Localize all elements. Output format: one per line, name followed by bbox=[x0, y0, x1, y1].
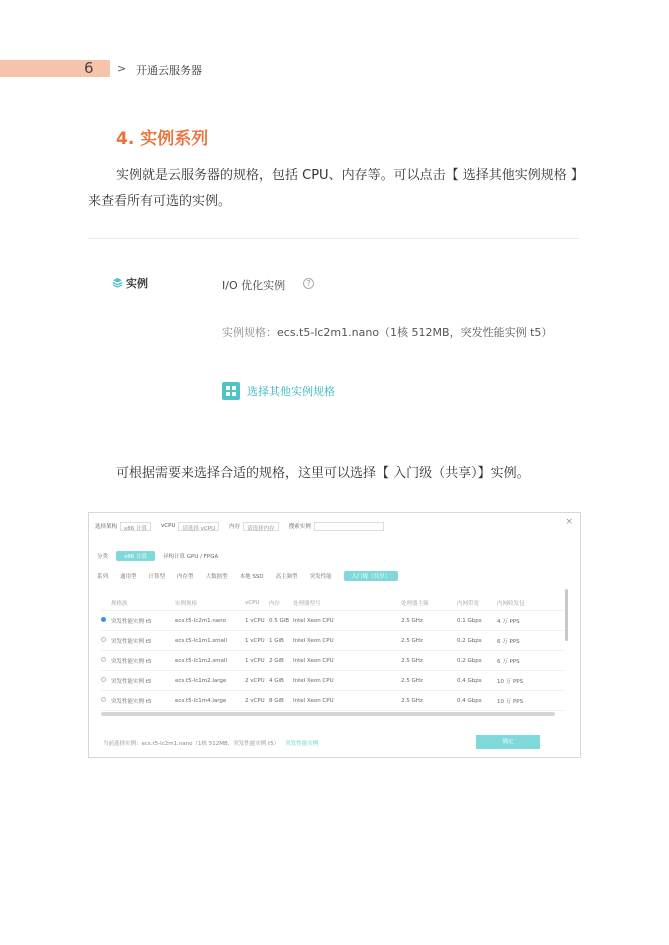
instance-spec-line bbox=[222, 324, 552, 340]
vcpu-filter-label: vCPU bbox=[161, 523, 176, 529]
table-cell: 2.5 GHz bbox=[401, 617, 423, 624]
chevron-right-icon: > bbox=[117, 62, 127, 75]
category-row bbox=[97, 551, 226, 561]
table-cell: ecs.t5-lc1m4.large bbox=[175, 697, 227, 704]
table-cell: 4 万 PPS bbox=[497, 618, 520, 625]
table-cell: Intel Xeon CPU bbox=[293, 637, 334, 644]
family-tab[interactable]: 本地 SSD bbox=[239, 574, 264, 580]
divider bbox=[88, 238, 580, 239]
table-cell: 0.1 Gbps bbox=[457, 617, 482, 624]
table-cell: 突发性能实例 t5 bbox=[111, 678, 152, 685]
category-label: 分类 bbox=[97, 554, 109, 560]
table-cell: 0.2 Gbps bbox=[457, 637, 482, 644]
instance-spec-dialog bbox=[88, 512, 581, 758]
table-cell: Intel Xeon CPU bbox=[293, 617, 334, 624]
category-tab-heterogeneous[interactable]: 异构计算 GPU / FPGA bbox=[163, 554, 219, 560]
mem-filter-label: 内存 bbox=[229, 524, 241, 530]
family-label: 系列 bbox=[97, 574, 109, 580]
table-cell: 1 vCPU bbox=[245, 637, 265, 644]
column-header: 内存 bbox=[269, 600, 281, 607]
column-header: 内网带宽 bbox=[457, 600, 480, 607]
category-tab-x86[interactable]: x86 计算 bbox=[116, 551, 155, 561]
table-cell: 2 vCPU bbox=[245, 697, 265, 704]
table-cell: 2 vCPU bbox=[245, 677, 265, 684]
table-cell: 1 vCPU bbox=[245, 657, 265, 664]
table-cell: 0.5 GiB bbox=[269, 617, 290, 624]
dialog-filter-bar bbox=[95, 519, 574, 533]
family-tab[interactable]: 高主频型 bbox=[275, 574, 298, 580]
table-row[interactable] bbox=[101, 611, 565, 631]
table-header-row bbox=[101, 595, 565, 611]
table-cell: Intel Xeon CPU bbox=[293, 677, 334, 684]
radio[interactable] bbox=[101, 677, 106, 682]
table-cell: 10 万 PPS bbox=[497, 698, 524, 705]
radio[interactable] bbox=[101, 637, 106, 642]
family-tab[interactable]: 内存型 bbox=[177, 574, 194, 580]
family-row bbox=[97, 571, 410, 581]
body-paragraph-1: 实例就是云服务器的规格，包括 CPU、内存等。可以点击【 选择其他实例规格 】来查看所有可选的实例。 bbox=[88, 168, 584, 209]
arch-filter-label: 选择架构 bbox=[95, 524, 118, 530]
table-cell: 6 万 PPS bbox=[497, 638, 520, 645]
table-row[interactable] bbox=[101, 691, 565, 711]
table-cell: 0.4 Gbps bbox=[457, 697, 482, 704]
table-cell: 2.5 GHz bbox=[401, 657, 423, 664]
select-other-spec-button[interactable] bbox=[222, 381, 335, 401]
column-header: 处理器型号 bbox=[293, 600, 321, 607]
table-row[interactable] bbox=[101, 651, 565, 671]
table-cell: 6 万 PPS bbox=[497, 658, 520, 665]
confirm-button[interactable]: 确定 bbox=[476, 735, 540, 749]
mem-filter-select[interactable]: 请选择内存 bbox=[243, 522, 279, 531]
table-cell: 1 GiB bbox=[269, 637, 284, 644]
column-header: 内网收发包 bbox=[497, 600, 525, 607]
table-cell: 8 GiB bbox=[269, 697, 284, 704]
spec-key: 实例规格： bbox=[222, 326, 277, 339]
table-cell: Intel Xeon CPU bbox=[293, 697, 334, 704]
family-tab[interactable]: 突发性能 bbox=[309, 574, 332, 580]
radio[interactable] bbox=[101, 697, 106, 702]
table-cell: ecs.t5-lc1m1.small bbox=[175, 637, 227, 644]
chapter-title: 开通云服务器 bbox=[136, 64, 202, 77]
table-row[interactable] bbox=[101, 631, 565, 651]
table-cell: 突发性能实例 t5 bbox=[111, 698, 152, 705]
column-header: vCPU bbox=[245, 599, 260, 606]
table-cell: 2 GiB bbox=[269, 657, 284, 664]
table-cell: 4 GiB bbox=[269, 677, 284, 684]
column-header: 规格族 bbox=[111, 600, 128, 607]
current-selection-text: 当前选择实例：ecs.t5-lc2m1.nano（1核 512MB，突发性能实例 t5） bbox=[103, 741, 280, 747]
vertical-scrollbar[interactable] bbox=[565, 589, 568, 641]
table-cell: ecs.t5-lc1m2.large bbox=[175, 677, 227, 684]
radio[interactable] bbox=[101, 657, 106, 662]
layers-icon bbox=[112, 277, 123, 288]
family-tab[interactable]: 大数据型 bbox=[205, 574, 228, 580]
table-cell: 10 万 PPS bbox=[497, 678, 524, 685]
table-cell: 0.4 Gbps bbox=[457, 677, 482, 684]
table-cell: 突发性能实例 t5 bbox=[111, 638, 152, 645]
select-other-spec-label: 选择其他实例规格 bbox=[247, 385, 335, 398]
arch-filter-select[interactable]: x86 计算 bbox=[120, 522, 151, 531]
vcpu-filter-select[interactable]: 请选择 vCPU bbox=[178, 522, 219, 531]
search-input[interactable] bbox=[314, 522, 384, 531]
radio-selected[interactable] bbox=[101, 617, 106, 622]
table-cell: Intel Xeon CPU bbox=[293, 657, 334, 664]
help-icon[interactable]: ? bbox=[303, 278, 314, 289]
close-icon[interactable]: × bbox=[565, 517, 573, 527]
table-row[interactable] bbox=[101, 671, 565, 691]
body-paragraph-2: 可根据需要来选择合适的规格，这里可以选择【 入门级（共享）】实例。 bbox=[116, 466, 530, 481]
grid-icon bbox=[222, 382, 240, 400]
horizontal-scrollbar[interactable] bbox=[101, 712, 555, 716]
search-filter-label: 搜索实例 bbox=[288, 524, 311, 530]
instance-section-label: 实例 bbox=[126, 277, 148, 290]
spec-table bbox=[101, 595, 565, 711]
table-cell: 2.5 GHz bbox=[401, 697, 423, 704]
burst-instance-link[interactable]: 突发性能实例 bbox=[285, 741, 319, 747]
table-cell: 2.5 GHz bbox=[401, 677, 423, 684]
table-cell: 突发性能实例 t5 bbox=[111, 618, 152, 625]
family-tab[interactable]: 通用型 bbox=[120, 574, 137, 580]
dialog-footer bbox=[103, 739, 318, 747]
table-cell: 2.5 GHz bbox=[401, 637, 423, 644]
column-header: 处理器主频 bbox=[401, 600, 429, 607]
io-optimized-option[interactable]: I/O 优化实例 bbox=[222, 279, 286, 292]
family-tab[interactable]: 计算型 bbox=[148, 574, 166, 580]
table-cell: 0.2 Gbps bbox=[457, 657, 482, 664]
section-title: 4. 实例系列 bbox=[116, 129, 209, 149]
table-cell: ecs.t5-lc2m1.nano bbox=[175, 617, 227, 624]
column-header: 实例规格 bbox=[175, 600, 198, 607]
family-tab-entry-shared[interactable]: 入门级（共享） bbox=[344, 571, 399, 581]
page-number: 6 bbox=[84, 59, 94, 77]
table-cell: 1 vCPU bbox=[245, 617, 265, 624]
spec-value: ecs.t5-lc2m1.nano（1核 512MB，突发性能实例 t5） bbox=[277, 326, 553, 339]
table-cell: ecs.t5-lc1m2.small bbox=[175, 657, 227, 664]
table-cell: 突发性能实例 t5 bbox=[111, 658, 152, 665]
